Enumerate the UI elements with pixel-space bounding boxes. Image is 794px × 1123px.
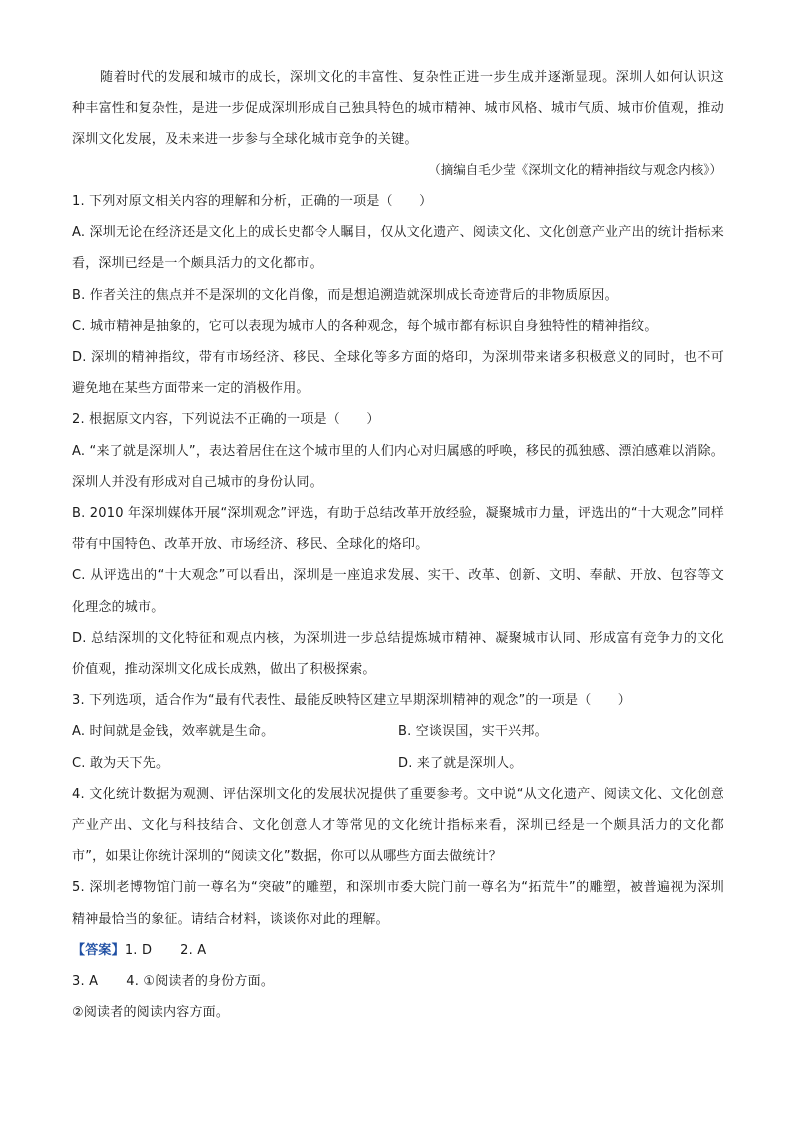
question-4-stem: 4. 文化统计数据为观测、评估深圳文化的发展状况提供了重要参考。文中说“从文化遗产、阅读文化、文化创意产业产出、文化与科技结合、文化创意人才等常见的文化统计指标来看，深圳已经是一个颇具活力的文化都市”，如果让你统计深圳的“阅读文化”数据，你可以从哪些方面去做统计？ (72, 786, 724, 865)
answer-4: 4. ①阅读者的身份方面。 (126, 974, 275, 990)
answer-label: 【答案】 (72, 942, 125, 958)
answer-line-3: ②阅读者的阅读内容方面。 (72, 1005, 230, 1021)
question-1-option-b: B. 作者关注的焦点并不是深圳的文化肖像，而是想追溯造就深圳成长奇迹背后的非物质原因。 (72, 287, 618, 303)
question-5-stem: 5. 深圳老博物馆门前一尊名为“突破”的雕塑，和深圳市委大院门前一尊名为“拓荒牛”的雕塑，被普遍视为深圳精神最恰当的象征。请结合材料，谈谈你对此的理解。 (72, 880, 724, 927)
question-1-option-d: D. 深圳的精神指纹，带有市场经济、移民、全球化等多方面的烙印，为深圳带来诸多积极意义的同时，也不可避免地在某些方面带来一定的消极作用。 (72, 350, 724, 397)
answer-line-2 (72, 966, 724, 997)
answer-3: 3. A (72, 974, 99, 990)
question-3-stem: 3. 下列选项，适合作为“最有代表性、最能反映特区建立早期深圳精神的观念”的一项是（ ） (72, 693, 632, 709)
question-1-stem: 1. 下列对原文相关内容的理解和分析，正确的一项是（ ） (72, 194, 433, 209)
question-2-option-a: A. “来了就是深圳人”，表达着居住在这个城市里的人们内心对归属感的呼唤，移民的孤独感、漂泊感难以消除。深圳人并没有形成对自己城市的身份认同。 (72, 443, 724, 490)
passage-paragraph: 随着时代的发展和城市的成长，深圳文化的丰富性、复杂性正进一步生成并逐渐显现。深圳人如何认识这种丰富性和复杂性，是进一步促成深圳形成自己独具特色的城市精神、城市风格、城市气质、城市价值观，推动深圳文化发展，及未来进一步参与全球化城市竞争的关键。 (72, 70, 724, 147)
question-2-option-b: B. 2010 年深圳媒体开展“深圳观念”评选，有助于总结改革开放经验，凝聚城市力量，评选出的“十大观念”同样带有中国特色、改革开放、市场经济、移民、全球化的烙印。 (72, 506, 724, 553)
question-2-option-c: C. 从评选出的“十大观念”可以看出，深圳是一座追求发展、实干、改革、创新、文明、奉献、开放、包容等文化理念的城市。 (72, 568, 724, 615)
question-3-options-row-1 (72, 716, 724, 747)
question-3-option-b: B. 空谈误国，实干兴邦。 (398, 724, 548, 740)
question-1-option-c: C. 城市精神是抽象的，它可以表现为城市人的各种观念，每个城市都有标识自身独特性的精神指纹。 (72, 318, 658, 334)
question-2-option-d: D. 总结深圳的文化特征和观点内核，为深圳进一步总结提炼城市精神、凝聚城市认同、形成富有竞争力的文化价值观，推动深圳文化成长成熟，做出了积极探索。 (72, 630, 724, 678)
question-2-stem: 2. 根据原文内容，下列说法不正确的一项是（ ） (72, 412, 380, 428)
answer-1: 1. D (124, 942, 153, 958)
answer-2: 2. A (180, 942, 207, 958)
question-3-option-c: C. 敢为天下先。 (72, 755, 170, 771)
question-3-option-a: A. 时间就是金钱，效率就是生命。 (72, 724, 275, 740)
question-3-option-d: D. 来了就是深圳人。 (398, 755, 523, 771)
source-citation: （摘编自毛少莹《深圳文化的精神指纹与观念内核》） (428, 162, 722, 177)
question-section (72, 186, 724, 1028)
answer-line-1 (72, 935, 724, 966)
question-1-option-a: A. 深圳无论在经济还是文化上的成长史都令人瞩目，仅从文化遗产、阅读文化、文化创意产业产出的统计指标来看，深圳已经是一个颇具活力的文化都市。 (72, 225, 724, 272)
question-3-options-row-2 (72, 748, 724, 779)
